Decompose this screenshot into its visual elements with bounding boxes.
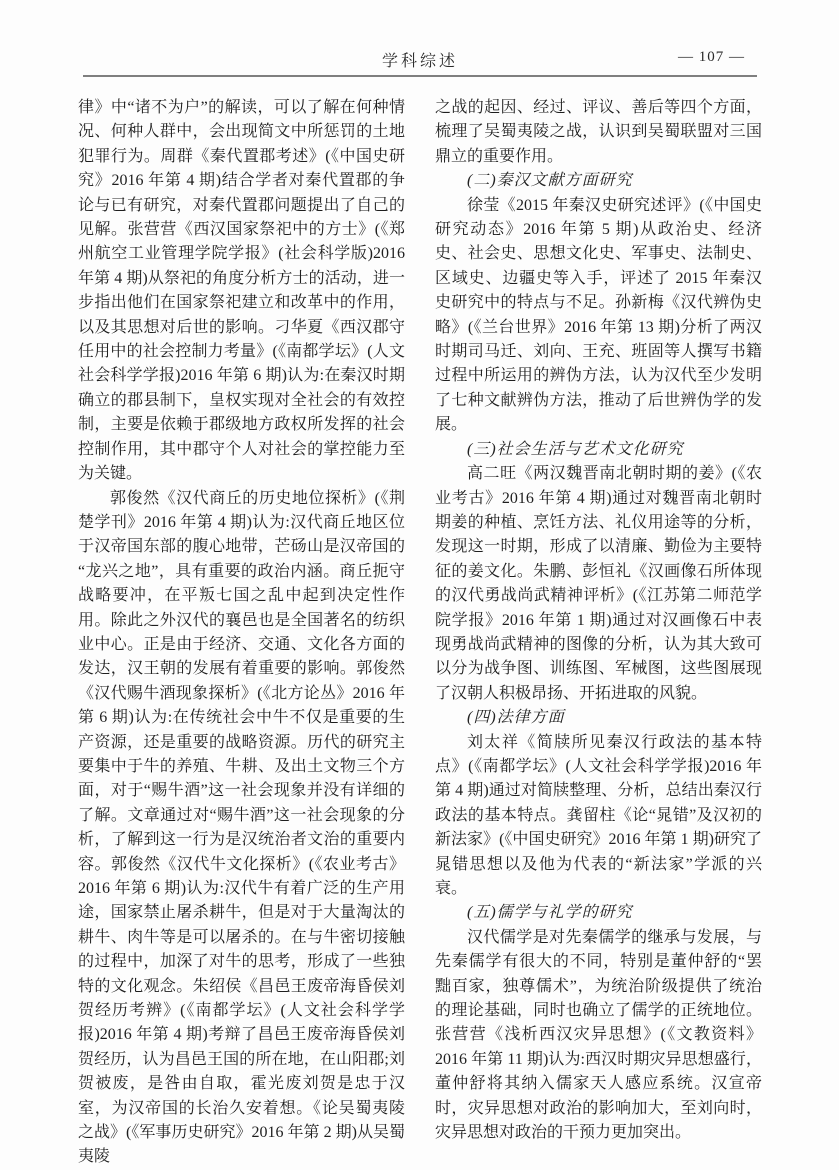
page-title: 学科综述 (381, 53, 458, 70)
running-head (83, 48, 757, 72)
column-right (435, 96, 762, 1170)
paragraph: 汉代儒学是对先秦儒学的继承与发展，与先秦儒学有很大的不同，特别是董仲舒的“罢黜百家，独尊儒术”，为统治阶级提供了统治的理论基础，同时也确立了儒学的正统地位。张营营《浅析西汉灾异思想》(《文教资料》2016 年第 11 期)认为:西汉时期灾异思想盛行，董仲舒将其纳入儒家天人感应系统。汉宣帝时，灾异思想对政治的影响加大，至刘向时，灾异思想对政治的干预力更加突出。 (435, 928, 762, 1142)
paragraph: 郭俊然《汉代商丘的历史地位探析》(《荆楚学刊》2016 年第 4 期)认为:汉代商丘地区位于汉帝国东部的腹心地带，芒砀山是汉帝国的“龙兴之地”，具有重要的政治内涵。商丘扼守战略要冲，在平叛七国之乱中起到决定性作用。除此之外汉代的襄邑也是全国著名的纺织业中心。正是由于经济、交通、文化各方面的发达，汉王朝的发展有着重要的影响。郭俊然《汉代赐牛酒现象探析》(《北方论丛》2016 年第 6 期)认为:在传统社会中牛不仅是重要的生产资源，还是重要的战略资源。历代的研究主要集中于牛的养殖、牛耕、及出土文物三个方面，对于“赐牛酒”这一社会现象并没有详细的了解。文章通过对“赐牛酒”这一社会现象的分析，了解到这一行为是汉统治者文治的重要内容。郭俊然《汉代牛文化探析》(《农业考古》2016 年第 6 期)认为:汉代牛有着广泛的生产用途，国家禁止屠杀耕牛，但是对于大量淘汰的耕牛、肉牛等是可以屠杀的。在与牛密切接触的过程中，加深了对牛的思考，形成了一些独特的文化观念。朱绍侯《昌邑王废帝海昏侯刘贺经历考辨》(《南都学坛》(人文社会科学学报)2016 年第 4 期)考辩了昌邑王废帝海昏侯刘贺经历，认为昌邑王国的所在地，在山阳郡;刘贺被废，是咎由自取，霍光废刘贺是忠于汉室，为汉帝国的长治久安着想。《论吴蜀夷陵之战》(《军事历史研究》2016 年第 2 期)从吴蜀夷陵 (78, 489, 405, 1166)
section-heading: (四)法律方面 (467, 709, 565, 727)
content-area (78, 96, 762, 1170)
section-heading: (五)儒学与礼学的研究 (467, 904, 633, 922)
paragraph: 之战的起因、经过、评议、善后等四个方面，梳理了吴蜀夷陵之战，认识到吴蜀联盟对三国鼎立的重要作用。 (435, 99, 762, 165)
paragraph: 徐莹《2015 年秦汉史研究述评》(《中国史研究动态》2016 年第 5 期)从政治史、经济史、社会史、思想文化史、军事史、法制史、区域史、边疆史等入手，评述了 2015 年秦汉史研究中的特点与不足。孙新梅《汉代辨伪史略》(《兰台世界》2016 年第 13 期)分析了两汉时期司马迁、刘向、王充、班固等人撰写书籍过程中所运用的辨伪方法，认为汉代至少发明了七种文献辨伪方法，推动了后世辨伪学的发展。 (435, 196, 762, 434)
paragraph: 高二旺《两汉魏晋南北朝时期的姜》(《农业考古》2016 年第 4 期)通过对魏晋南北朝时期姜的种植、烹饪方法、礼仪用途等的分析，发现这一时期，形成了以清廉、勤俭为主要特征的姜文化。朱鹏、彭恒礼《汉画像石所体现的汉代勇战尚武精神评析》(《江苏第二师范学院学报》2016 年第 1 期)通过对汉画像石中表现勇战尚武精神的图像的分析，认为其大致可以分为战争图、训练图、军械图，这些图展现了汉朝人积极昂扬、开拓进取的风貌。 (435, 465, 762, 702)
paragraph: 律》中“诸不为户”的解读，可以了解在何种情况、何种人群中，会出现简文中所惩罚的土地犯罪行为。周群《秦代置郡考述》(《中国史研究》2016 年第 4 期)结合学者对秦代置郡的争论与已有研究，对秦代置郡问题提出了自己的见解。张营营《西汉国家祭祀中的方士》(《郑州航空工业管理学院学报》(社会科学版)2016 年第 4 期)从祭祀的角度分析方士的活动，进一步指出他们在国家祭祀建立和改革中的作用，以及其思想对后世的影响。刁华夏《西汉郡守任用中的社会控制力考量》(《南都学坛》(人文社会科学学报)2016 年第 6 期)认为:在秦汉时期确立的郡县制下，皇权实现对全社会的有效控制，主要是依赖于郡级地方政权所发挥的社会控制作用，其中郡守个人对社会的掌控能力至为关键。 (78, 99, 405, 483)
paragraph: 刘太祥《简牍所见秦汉行政法的基本特点》(《南都学坛》(人文社会科学学报)2016 年第 4 期)通过对简牍整理、分析，总结出秦汉行政法的基本特点。龚留柱《论“晁错”及汉初的新法家》(《中国史研究》2016 年第 1 期)研究了晁错思想以及他为代表的“新法家”学派的兴衰。 (435, 733, 762, 897)
section-heading: (二)秦汉文献方面研究 (467, 172, 633, 190)
page-number: — 107 — (678, 49, 745, 65)
column-left (78, 96, 405, 1170)
header-rule (83, 75, 757, 77)
section-heading: (三)社会生活与艺术文化研究 (467, 440, 684, 458)
